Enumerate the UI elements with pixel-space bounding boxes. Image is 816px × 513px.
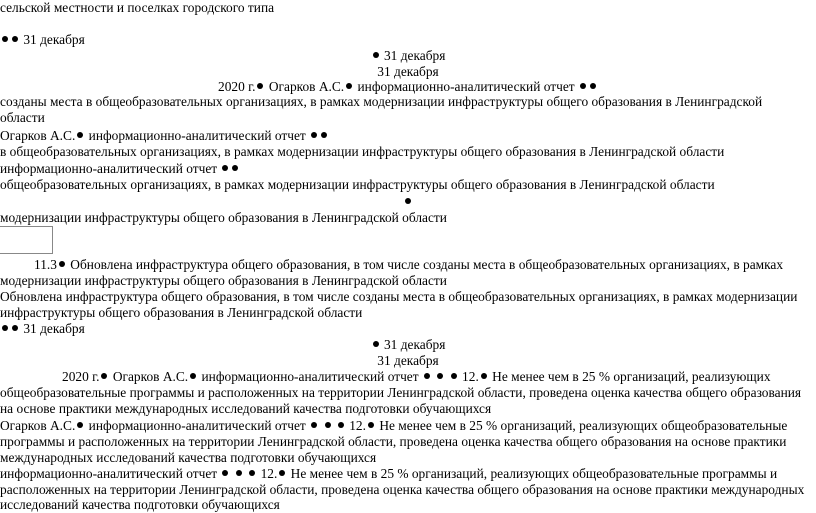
bullet-icon — [481, 373, 487, 379]
text-line: исследований качества подготовки обучающихся — [0, 497, 280, 512]
text-line: программы и расположенных на территории Ленинградской области, проведена оценка качества общего образования на основе практики — [0, 434, 787, 449]
bullet-icon — [249, 470, 255, 476]
bullet-icon — [12, 36, 18, 42]
author-line: информационно-аналитический отчет 12. Не менее чем в 25 % организаций, реализующих общеобразовательные программы и — [0, 466, 778, 481]
text-line: созданы места в общеобразовательных организациях, в рамках модернизации инфраструктуры общего образования в Ленинградской — [0, 94, 763, 109]
text-line: Обновлена инфраструктура общего образования, в том числе созданы места в общеобразовательных организациях, в рамках модернизации — [0, 289, 798, 304]
bullet-line — [0, 194, 816, 210]
bullet-icon — [279, 470, 285, 476]
bullet-icon — [451, 373, 457, 379]
text-line: модернизации инфраструктуры общего образования в Ленинградской области — [0, 273, 447, 288]
text-line: сельской местности и поселках городского типа — [0, 0, 275, 15]
bullet-icon — [311, 132, 317, 138]
text-line: расположенных на территории Ленинградской области, проведена оценка качества общего образования на основе практики международных — [0, 482, 805, 497]
bullet-icon — [232, 165, 238, 171]
author-line: информационно-аналитический отчет — [0, 161, 816, 177]
bullet-icon — [2, 36, 8, 42]
author-line: Огарков А.С. информационно-аналитический отчет 12. Не менее чем в 25 % организаций, реализующих общеобразовательные — [0, 418, 788, 433]
date-line: 31 декабря — [0, 48, 816, 64]
bullet-icon — [59, 261, 65, 267]
text-line: общеобразовательных организациях, в рамках модернизации инфраструктуры общего образования в Ленинградской области — [0, 177, 715, 192]
bullet-icon — [2, 325, 8, 331]
author-line: 2020 г. Огарков А.С. информационно-аналитический отчет 12. Не менее чем в 25 % организаций, реализующих — [62, 369, 771, 384]
bullet-icon — [12, 325, 18, 331]
bullet-icon — [346, 83, 352, 89]
bullet-icon — [190, 373, 196, 379]
bullet-icon — [437, 373, 443, 379]
text-line: на основе практики международных исследований качества подготовки обучающихся — [0, 401, 492, 416]
author-line: 2020 г. Огарков А.С. информационно-аналитический отчет — [0, 79, 816, 95]
date-line: 31 декабря — [0, 321, 816, 337]
bullet-icon — [325, 422, 331, 428]
bullet-icon — [373, 52, 379, 58]
bullet-icon — [368, 422, 374, 428]
bullet-icon — [373, 341, 379, 347]
text-line: общеобразовательные программы и расположенных на территории Ленинградской области, проведена оценка качества общего образования — [0, 385, 802, 400]
date-line: 31 декабря — [0, 32, 816, 48]
bullet-icon — [321, 132, 327, 138]
bullet-icon — [77, 422, 83, 428]
date-line: 31 декабря — [377, 64, 439, 79]
item-line: 11.3 Обновлена инфраструктура общего образования, в том числе созданы места в общеобразовательных организациях, в рамках — [34, 257, 784, 272]
bullet-icon — [101, 373, 107, 379]
bullet-icon — [424, 373, 430, 379]
text-line: международных исследований качества подготовки обучающихся — [0, 450, 377, 465]
bullet-icon — [590, 83, 596, 89]
text-line: области — [0, 110, 45, 125]
bullet-icon — [311, 422, 317, 428]
bullet-icon — [257, 83, 263, 89]
date-line: 31 декабря — [0, 337, 816, 353]
bullet-icon — [580, 83, 586, 89]
empty-table-cell — [0, 226, 53, 254]
text-line: инфраструктуры общего образования в Ленинградской области — [0, 305, 363, 320]
bullet-icon — [222, 470, 228, 476]
bullet-icon — [338, 422, 344, 428]
text-line: модернизации инфраструктуры общего образования в Ленинградской области — [0, 210, 447, 225]
bullet-icon — [236, 470, 242, 476]
text-line: в общеобразовательных организациях, в рамках модернизации инфраструктуры общего образования в Ленинградской области — [0, 144, 725, 159]
bullet-icon — [77, 132, 83, 138]
author-line: Огарков А.С. информационно-аналитический отчет — [0, 128, 816, 144]
bullet-icon — [405, 198, 411, 204]
date-line: 31 декабря — [377, 353, 439, 368]
bullet-icon — [222, 165, 228, 171]
